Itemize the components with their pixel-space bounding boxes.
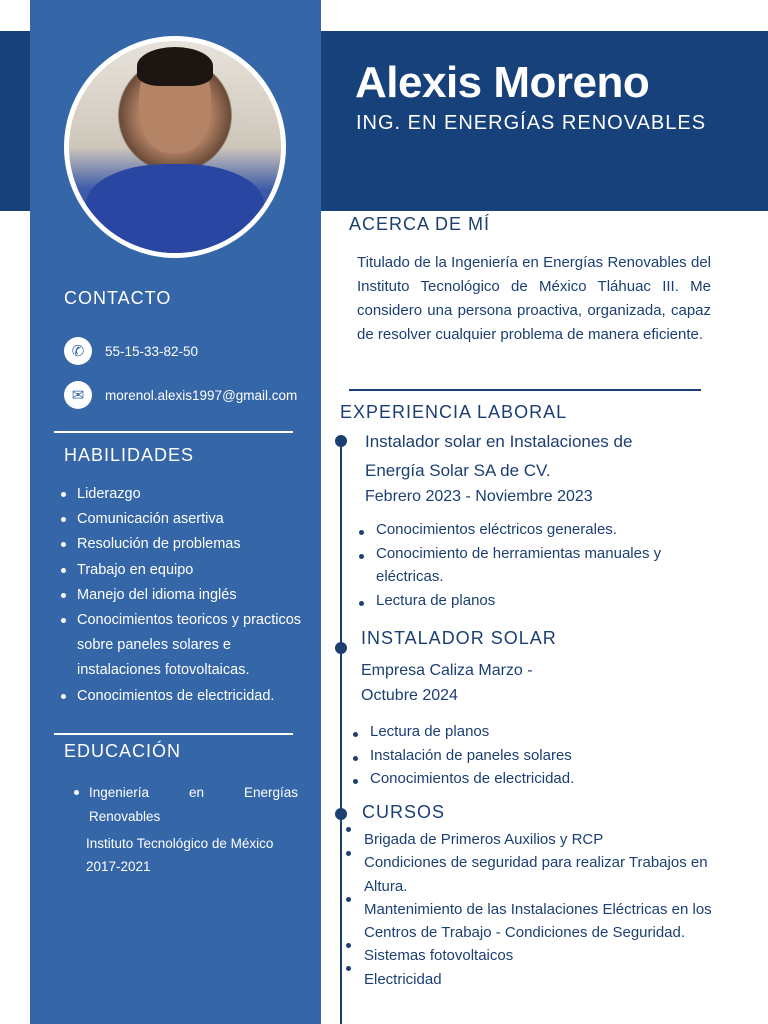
skills-list bbox=[60, 482, 312, 709]
timeline-dot bbox=[335, 642, 347, 654]
list-item: Comunicación asertiva bbox=[60, 507, 312, 532]
divider bbox=[54, 733, 293, 735]
candidate-name: Alexis Moreno bbox=[355, 58, 650, 107]
email-address[interactable]: morenol.alexis1997@gmail.com bbox=[105, 387, 298, 403]
job-title-line1: Instalador solar en Instalaciones de bbox=[365, 432, 633, 451]
contact-heading: CONTACTO bbox=[64, 288, 172, 308]
list-item: Instalación de paneles solares bbox=[352, 744, 712, 768]
education-heading: EDUCACIÓN bbox=[64, 741, 182, 761]
list-item: Trabajo en equipo bbox=[60, 558, 312, 583]
courses-heading: CURSOS bbox=[362, 802, 446, 822]
job1-tasks bbox=[358, 518, 718, 612]
job2-company-line1: Empresa Caliza Marzo - bbox=[361, 662, 533, 679]
list-item: Conocimientos teoricos y practicos sobre paneles solares e instalaciones fotovoltaicas. bbox=[60, 608, 312, 684]
candidate-role: ING. EN ENERGÍAS RENOVABLES bbox=[356, 112, 707, 134]
list-item: Liderazgo bbox=[60, 482, 312, 507]
education-institution: Instituto Tecnológico de México bbox=[86, 836, 274, 851]
list-item: Lectura de planos bbox=[358, 589, 718, 613]
contact-phone bbox=[64, 337, 198, 365]
job2-company-line2: Octubre 2024 bbox=[361, 687, 458, 704]
bullet-dot bbox=[346, 897, 351, 902]
list-item: Conocimientos eléctricos generales. bbox=[358, 518, 718, 542]
list-item: Conocimientos de electricidad. bbox=[352, 767, 712, 791]
list-item: Conocimientos de electricidad. bbox=[60, 684, 312, 709]
list-item: Brigada de Primeros Auxilios y RCP bbox=[364, 831, 604, 848]
envelope-icon: ✉ bbox=[64, 381, 92, 409]
list-item: Mantenimiento de las Instalaciones Eléctricas en los Centros de Trabajo - Condiciones de Seguridad. bbox=[364, 900, 712, 942]
bullet-dot bbox=[346, 827, 351, 832]
job2-heading: INSTALADOR SOLAR bbox=[361, 628, 557, 648]
timeline-dot bbox=[335, 808, 347, 820]
list-item: Resolución de problemas bbox=[60, 532, 312, 557]
list-item: Conocimiento de herramientas manuales y eléctricas. bbox=[358, 542, 718, 589]
bullet-dot bbox=[346, 851, 351, 856]
education-years: 2017-2021 bbox=[86, 859, 151, 874]
job-dates: Febrero 2023 - Noviembre 2023 bbox=[365, 488, 593, 505]
job-title-line2: Energía Solar SA de CV. bbox=[365, 461, 551, 480]
bullet-dot bbox=[346, 943, 351, 948]
timeline-line bbox=[340, 437, 342, 1024]
bullet-dot bbox=[346, 966, 351, 971]
about-text: Titulado de la Ingeniería en Energías Renovables del Instituto Tecnológico de México Tláhuac III. Me considero una persona proactiva, organizada, capaz de resolver cualquier problema de manera eficiente. bbox=[357, 254, 711, 343]
profile-photo bbox=[64, 36, 286, 258]
job2-tasks bbox=[352, 720, 712, 791]
list-item: Lectura de planos bbox=[352, 720, 712, 744]
divider bbox=[349, 389, 701, 391]
about-heading: ACERCA DE MÍ bbox=[349, 214, 491, 234]
phone-number[interactable]: 55-15-33-82-50 bbox=[105, 343, 199, 359]
list-item: Manejo del idioma inglés bbox=[60, 583, 312, 608]
divider bbox=[54, 431, 293, 433]
timeline-dot bbox=[335, 435, 347, 447]
list-item: Electricidad bbox=[364, 970, 442, 988]
experience-heading: EXPERIENCIA LABORAL bbox=[340, 402, 568, 422]
courses-list bbox=[364, 828, 754, 991]
skills-heading: HABILIDADES bbox=[64, 445, 195, 465]
phone-icon: ✆ bbox=[64, 337, 92, 365]
education-degree: Ingeniería en Energías Renovables bbox=[74, 781, 298, 828]
education-list bbox=[74, 781, 298, 828]
list-item: Condiciones de seguridad para realizar Trabajos en Altura. bbox=[364, 854, 708, 895]
contact-email bbox=[64, 381, 297, 409]
list-item: Sistemas fotovoltaicos bbox=[364, 947, 514, 965]
